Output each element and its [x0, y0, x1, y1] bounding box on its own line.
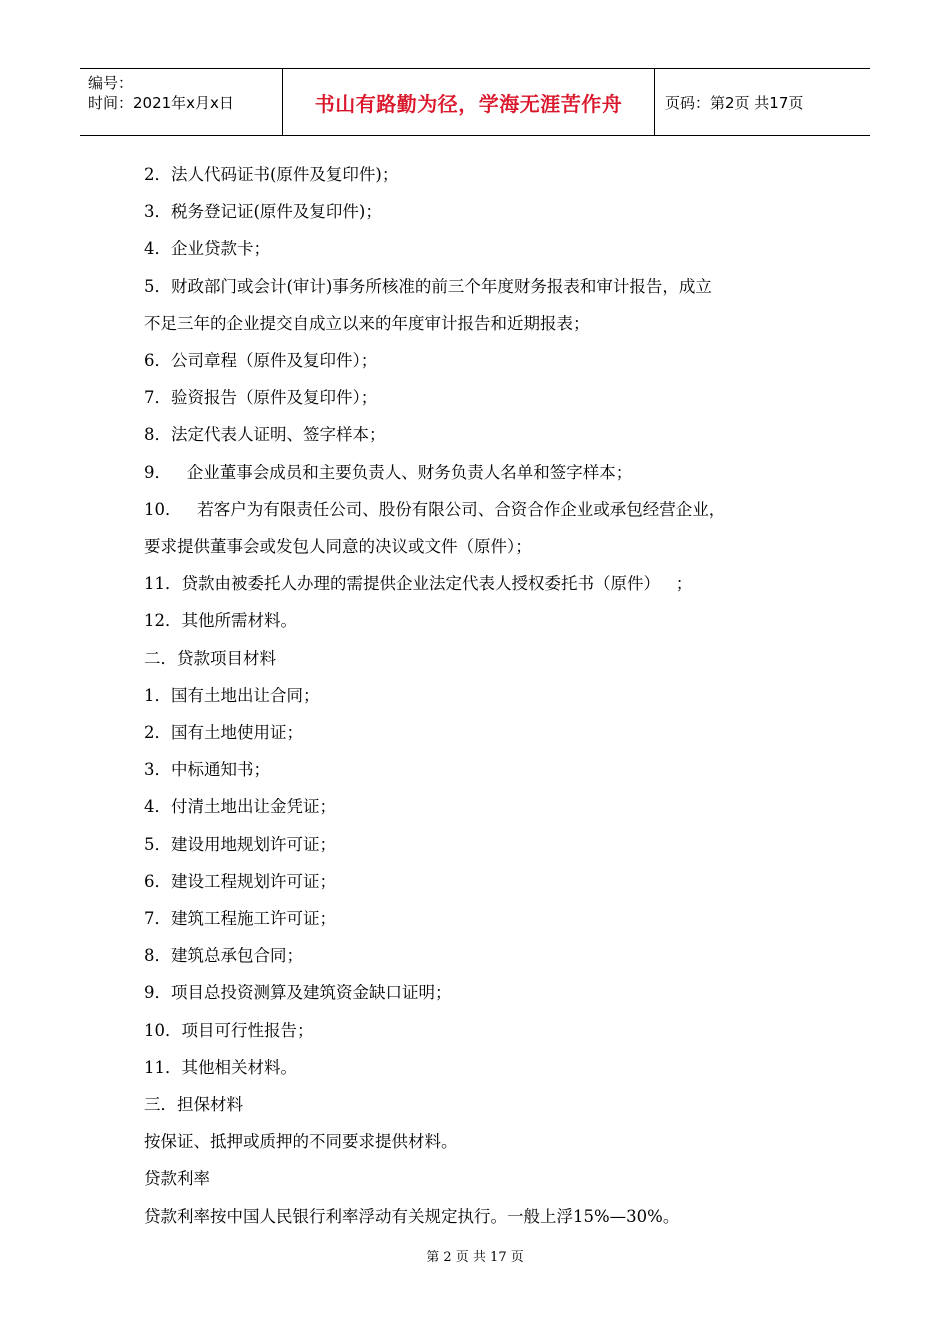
body-line: 11．贷款由被委托人办理的需提供企业法定代表人授权委托书（原件） ；: [144, 574, 693, 594]
body-line: 8．建筑总承包合同；: [144, 946, 303, 966]
body-line: 5．建设用地规划许可证；: [144, 834, 336, 854]
time-label: 时间：2021年x月x日: [88, 94, 234, 112]
body-line: 1．国有土地出让合同；: [144, 685, 320, 705]
body-line: 6．建设工程规划许可证；: [144, 871, 336, 891]
body-line: 10．项目可行性报告；: [144, 1020, 314, 1040]
body-line: 4．企业贷款卡；: [144, 239, 270, 259]
body-line: 3．税务登记证(原件及复印件)；: [144, 202, 382, 222]
section-heading: 二．贷款项目材料: [144, 648, 276, 668]
section-heading: 贷款利率: [144, 1169, 210, 1189]
body-line: 9． 企业董事会成员和主要负责人、财务负责人名单和签字样本；: [144, 462, 633, 482]
body-line: 4．付清土地出让金凭证；: [144, 797, 336, 817]
page-footer: 第 2 页 共 17 页: [426, 1250, 524, 1265]
body-line: 10． 若客户为有限责任公司、股份有限公司、合资合作企业或承包经营企业，: [144, 499, 726, 519]
body-line: 7．验资报告（原件及复印件）；: [144, 388, 378, 408]
header-page-info: 页码：第2页 共17页: [665, 93, 804, 112]
page-header: [80, 68, 870, 136]
header-motto: 书山有路勤为径，学海无涯苦作舟: [282, 69, 655, 135]
body-line: 5．财政部门或会计(审计)事务所核准的前三个年度财务报表和审计报告，成立: [144, 276, 712, 296]
body-line: 不足三年的企业提交自成立以来的年度审计报告和近期报表；: [144, 313, 590, 333]
body-line: 要求提供董事会或发包人同意的决议或文件（原件）；: [144, 537, 532, 557]
header-meta: [80, 69, 282, 135]
section-heading: 三．担保材料: [144, 1095, 243, 1115]
body-line: 6．公司章程（原件及复印件）；: [144, 351, 378, 371]
body-line: 8．法定代表人证明、签字样本；: [144, 425, 386, 445]
body-line: 12．其他所需材料。: [144, 611, 297, 631]
body-line: 2．法人代码证书(原件及复印件)；: [144, 165, 399, 184]
body-line: 2．国有土地使用证；: [144, 723, 303, 743]
body-line: 7．建筑工程施工许可证；: [144, 909, 336, 929]
body-line: 11．其他相关材料。: [144, 1057, 297, 1077]
body-line: 3．中标通知书；: [144, 760, 270, 780]
document-body: [144, 156, 824, 1235]
body-line: 按保证、抵押或质押的不同要求提供材料。: [144, 1132, 458, 1152]
serial-number-label: 编号：: [88, 74, 134, 92]
body-line: 9．项目总投资测算及建筑资金缺口证明；: [144, 983, 452, 1003]
body-line: 贷款利率按中国人民银行利率浮动有关规定执行。一般上浮15%—30%。: [144, 1206, 680, 1226]
